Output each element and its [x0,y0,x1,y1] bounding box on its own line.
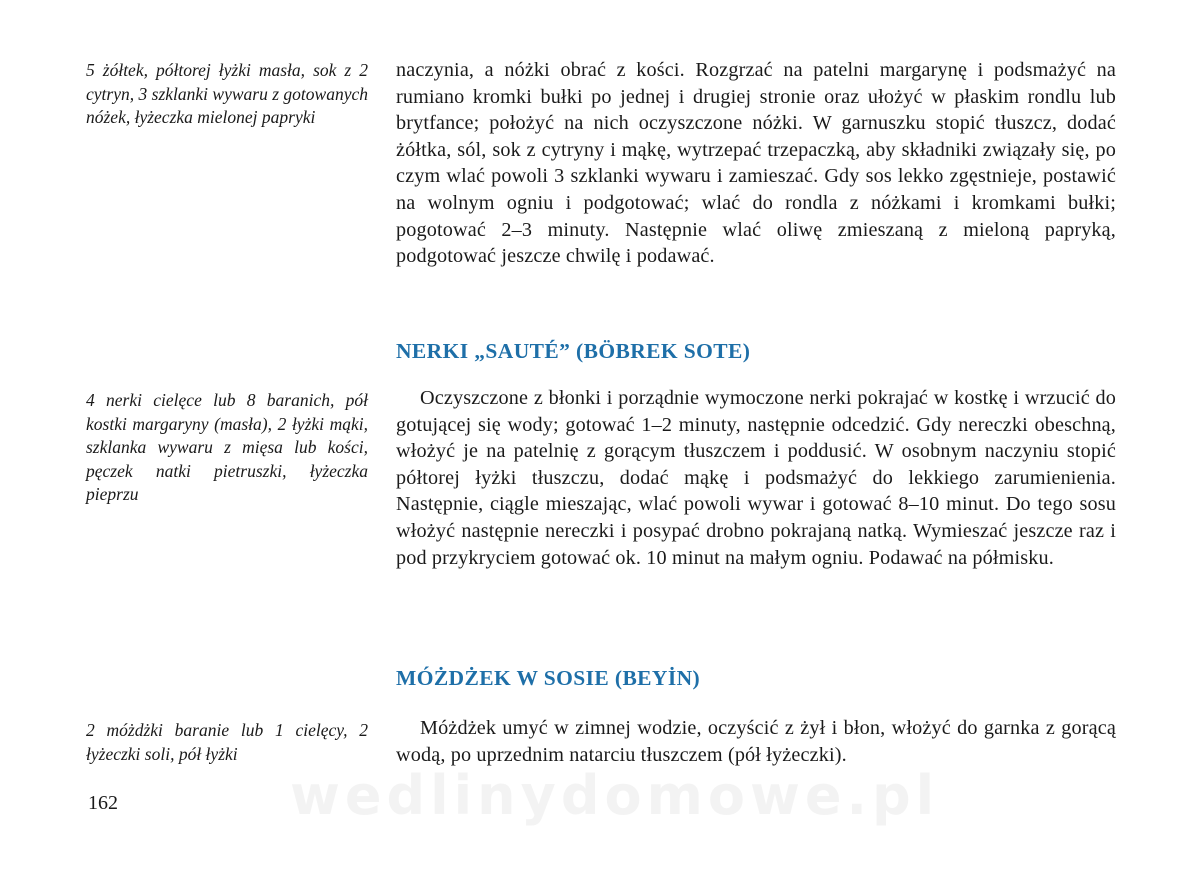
recipe-text-nerki: Oczyszczone z błonki i porządnie wymoczone nerki pokrajać w kostkę i wrzucić do gotującej się wody; gotować 1–2 minuty, następnie odcedzić. Gdy nereczki obeschną, włożyć je na patelnię z gorącym tłuszczem i poddusić. W osobnym naczyniu stopić półtorej łyżki tłuszczu, dodać mąkę i podsmażyć do lekkiego zarumienienia. Następnie, ciągle mieszając, wlać powoli wywar i gotować 8–10 minut. Do tego sosu włożyć następnie nereczki i posypać drobno pokrajaną natką. Wymieszać jeszcze raz i pod przykryciem gotować ok. 10 minut na małym ogniu. Podawać na półmisku. [396,387,1116,569]
watermark: wedlinydomowe.pl [290,764,940,827]
recipe-text-egg-sauce: naczynia, a nóżki obrać z kości. Rozgrzać na patelni margarynę i podsmażyć na rumiano kromki bułki po jednej i drugiej stronie oraz ułożyć w płaskim rondlu lub brytfance; położyć na nich oczyszczone nóżki. W garnuszku stopić tłuszcz, dodać żółtka, sól, sok z cytryny i mąkę, wytrzepać trzepaczką, aby składniki związały się, po czym wlać powoli 3 szklanki wywaru i zamieszać. Gdy sos lekko zgęstnieje, postawić na wolnym ogniu i podgotować; wlać do rondla z nóżkami i kromkami bułki; pogotować 2–3 minuty. Następnie wlać oliwę zmieszaną z mieloną papryką, podgotować jeszcze chwilę i podawać. [396,59,1116,268]
ingredients-list-egg-sauce: 5 żółtek, półtorej łyżki masła, sok z 2 cytryn, 3 szklanki wywaru z gotowanych nóżek, łyżeczka mielonej papryki [86,60,368,128]
ingredients-list-mozdzek: 2 móżdżki baranie lub 1 cielęcy, 2 łyżeczki soli, pół łyżki [86,720,368,764]
page-number: 162 [88,792,118,814]
recipe-heading-mozdzek: MÓŻDŻEK W SOSIE (BEYİN) [396,666,701,690]
ingredients-list-nerki: 4 nerki cielęce lub 8 baranich, pół kostki margaryny (masła), 2 łyżki mąki, szklanka wywaru z mięsa lub kości, pęczek natki pietruszki, łyżeczka pieprzu [86,390,368,505]
recipe-text-mozdzek: Móżdżek umyć w zimnej wodzie, oczyścić z żył i błon, włożyć do garnka z gorącą wodą, po uprzednim natarciu tłuszczem (pół łyżeczki). [396,717,1116,766]
recipe-heading-nerki-saute: NERKI „SAUTÉ” (BÖBREK SOTE) [396,339,751,363]
